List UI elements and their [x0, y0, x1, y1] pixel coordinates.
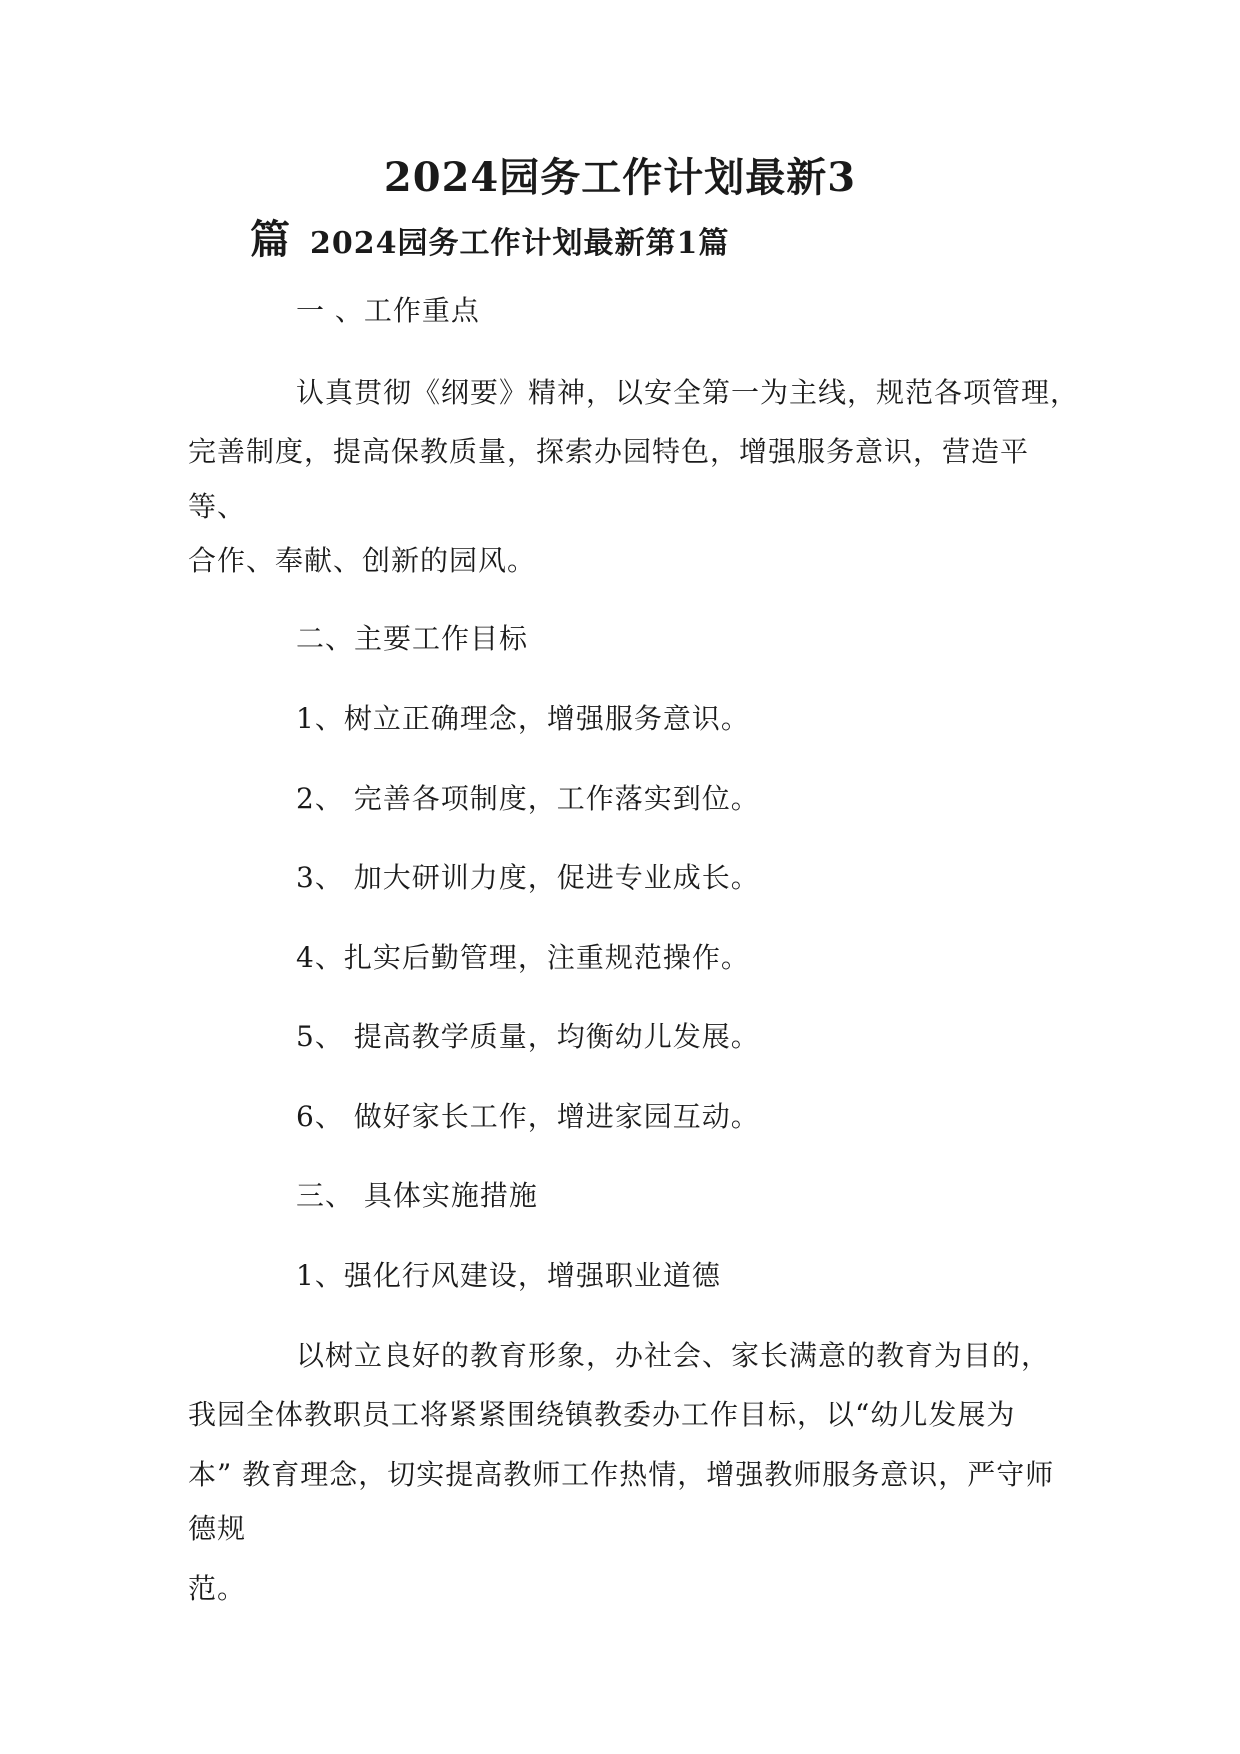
paragraph-line: 认真贯彻《纲要》精神，以安全第一为主线，规范各项管理，	[296, 376, 1080, 409]
paragraph-line: 以树立良好的教育形象，办社会、家长满意的教育为目的，	[296, 1339, 1051, 1372]
paragraph-line: 我园全体教职员工将紧紧围绕镇教委办工作目标，以“幼儿发展为	[188, 1398, 1016, 1431]
subtitle-lead: 篇	[250, 216, 290, 263]
paragraph-line: 完善制度，提高保教质量，探索办园特色，增强服务意识，营造平	[188, 435, 1030, 468]
goal-item: 2、 完善各项制度，工作落实到位。	[296, 782, 760, 815]
heading-work-focus: 一 、工作重点	[296, 294, 480, 327]
goal-item: 6、 做好家长工作，增进家园互动。	[296, 1100, 760, 1133]
paragraph-line: 等、	[188, 490, 247, 523]
heading-main-goals: 二、主要工作目标	[296, 622, 529, 655]
goal-item: 3、 加大研训力度，促进专业成长。	[296, 861, 760, 894]
goal-item: 4、扎实后勤管理，注重规范操作。	[296, 941, 750, 974]
document-subtitle	[250, 214, 729, 270]
paragraph-line: 本” 教育理念，切实提高教师工作热情，增强教师服务意识，严守师	[188, 1458, 1055, 1491]
measure-item: 1、强化行风建设，增强职业道德	[296, 1259, 721, 1292]
document-title: 2024园务工作计划最新3	[383, 154, 857, 201]
subtitle-section-heading: 2024园务工作计划最新第1篇	[310, 226, 730, 261]
paragraph-line: 德规	[188, 1512, 247, 1545]
goal-item: 5、 提高教学质量，均衡幼儿发展。	[296, 1020, 760, 1053]
heading-measures: 三、 具体实施措施	[296, 1179, 538, 1212]
goal-item: 1、树立正确理念，增强服务意识。	[296, 702, 750, 735]
paragraph-line: 范。	[188, 1572, 247, 1605]
paragraph-line: 合作、奉献、创新的园风。	[188, 544, 537, 577]
